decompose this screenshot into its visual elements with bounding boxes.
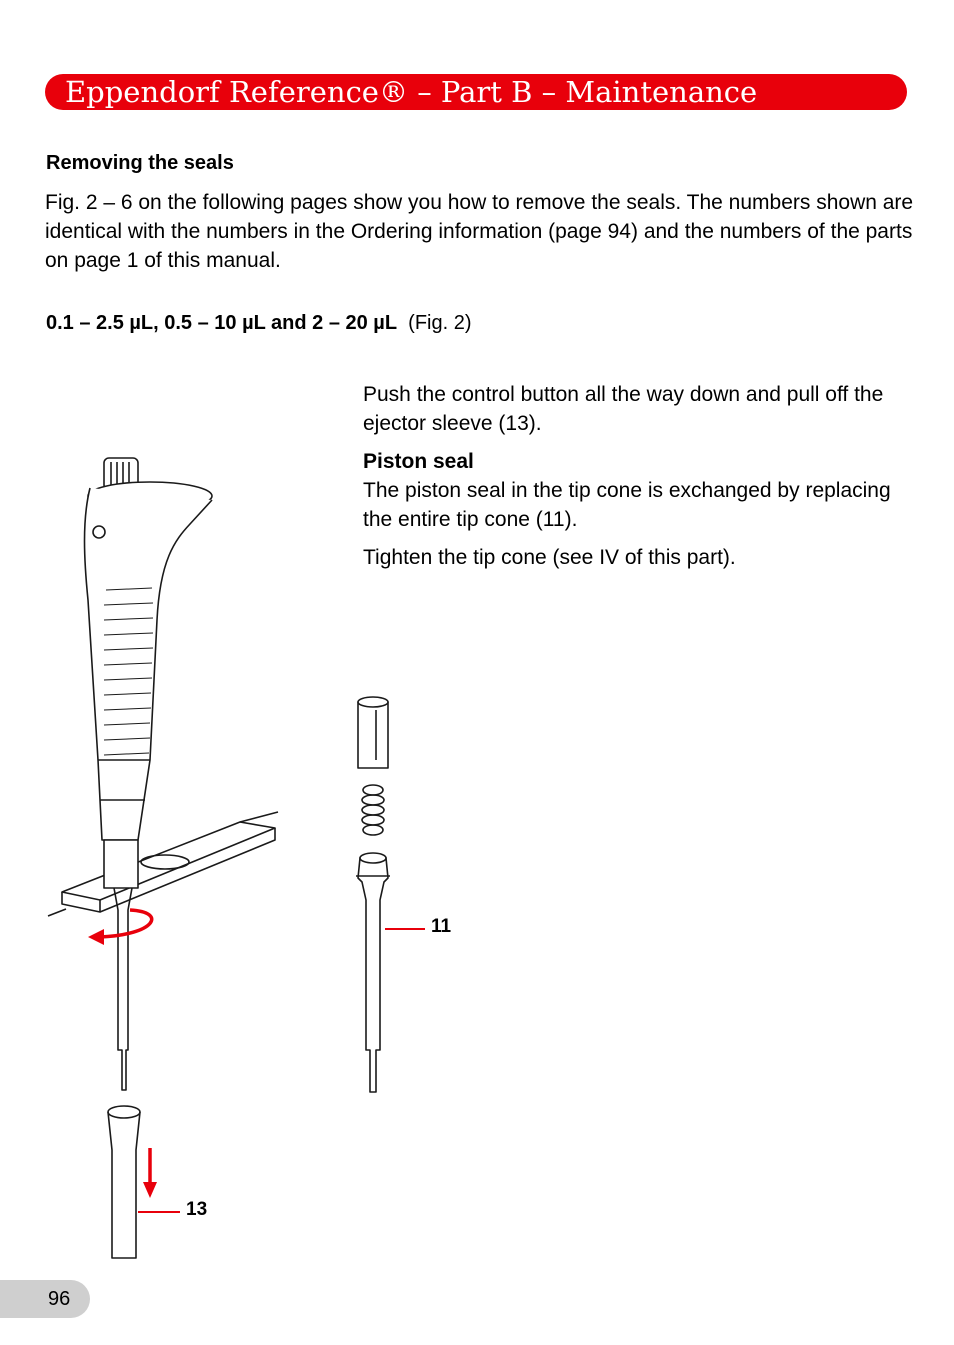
pipette-handle [85, 482, 213, 840]
callout-tip-cone: 11 [431, 916, 452, 937]
seal-spring [362, 785, 384, 835]
tighten-instruction: Tighten the tip cone (see IV of this part). [363, 546, 736, 569]
ejector-sleeve [108, 1106, 140, 1258]
tip-cone [356, 853, 390, 1092]
piston-seal-heading: Piston seal [363, 450, 474, 473]
rotation-arrow [100, 910, 152, 937]
tip-cone-cap [358, 697, 388, 768]
subsection-title: 0.1 – 2.5 µL, 0.5 – 10 µL and 2 – 20 µL [46, 312, 398, 334]
section-intro: Fig. 2 – 6 on the following pages show you how to remove the seals. The numbers shown are identical with the numbers in the Ordering information (page 94) and the numbers of the parts on page 1 of this manual. [45, 191, 914, 272]
pull-arrow-head [143, 1182, 157, 1198]
piston-seal-text: The piston seal in the tip cone is exchanged by replacing the entire tip cone (11). [363, 479, 891, 531]
instruction-step: Push the control button all the way down and pull off the ejector sleeve (13). [363, 383, 884, 435]
header-title: Eppendorf Reference® – Part B – Maintenance [65, 75, 758, 109]
page-number-tab [0, 1280, 90, 1318]
figure-reference: (Fig. 2) [408, 312, 472, 334]
callout-ejector-sleeve: 13 [186, 1199, 208, 1220]
page-number: 96 [48, 1288, 71, 1310]
pipette-shaft [114, 888, 132, 1090]
ejector-arm [48, 812, 278, 916]
section-title: Removing the seals [46, 152, 234, 174]
rotation-arrow-head [88, 929, 104, 945]
